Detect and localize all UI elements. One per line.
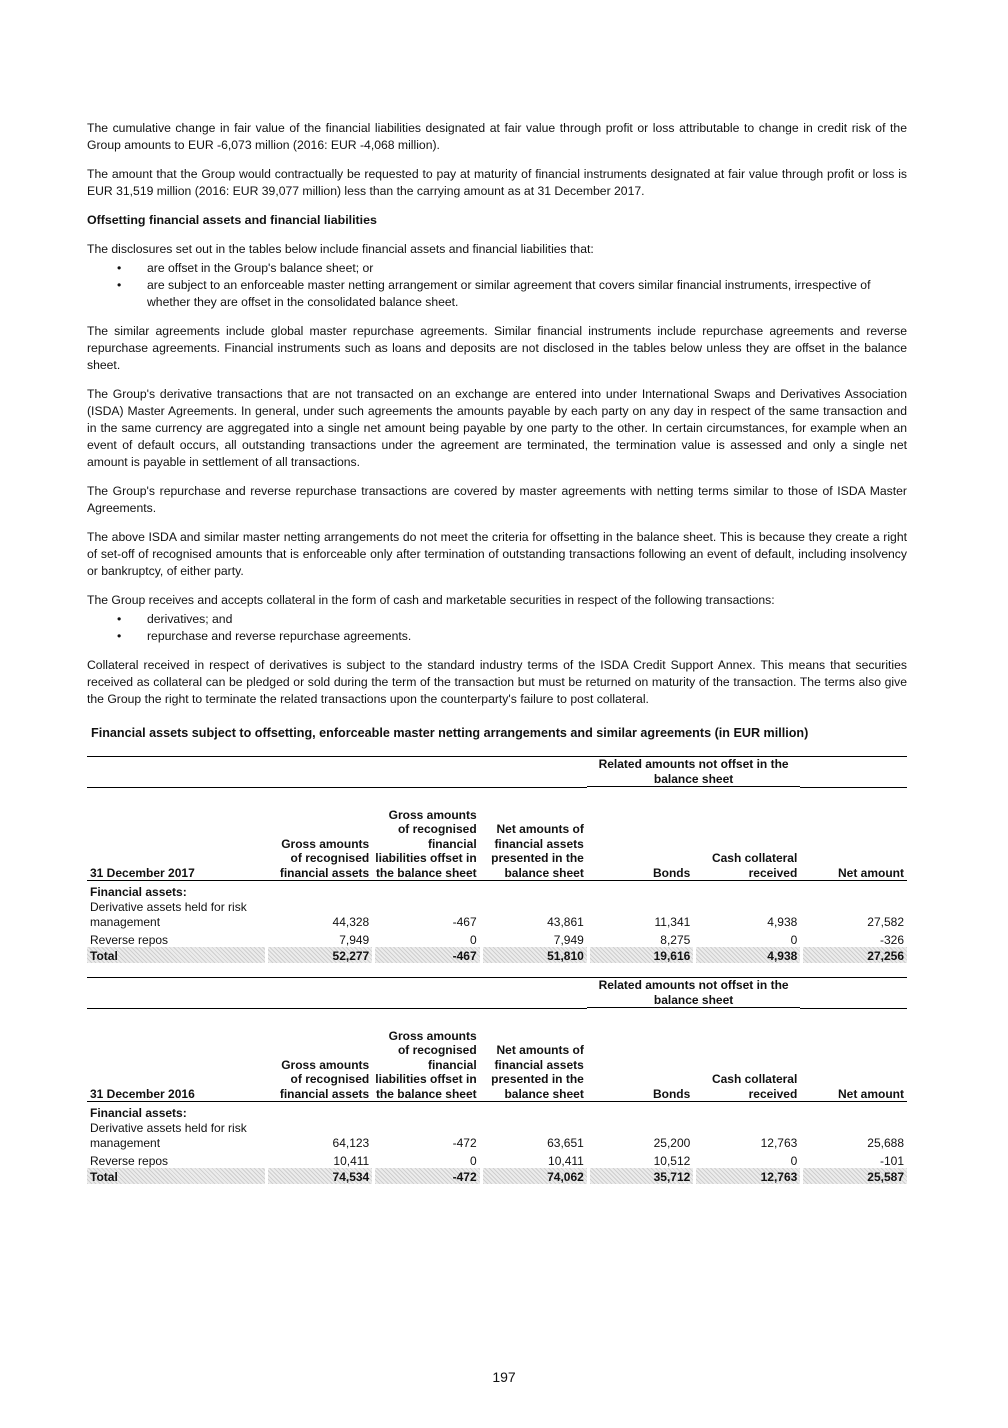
paragraph-similar-agreements: The similar agreements include global master repurchase agreements. Similar financial instruments include repurchase agreements and reverse repurchase agreements. Financial instruments such as loans and deposits are not disclosed in the tables below unless they are offset in the balance sheet. [87, 324, 907, 372]
offsetting-table-2017 [87, 756, 907, 963]
section-row [87, 881, 907, 899]
table-header [87, 1008, 907, 1102]
section-row [87, 1102, 907, 1120]
list-item: • are subject to an enforceable master netting arrangement or similar agreement that covers similar financial instruments, irrespective of whether they are offset in the consolidated balance sheet. [117, 278, 871, 309]
bullet-icon: • [117, 612, 122, 626]
bonds-header: Bonds [587, 787, 693, 881]
list-item: • are offset in the Group's balance sheet; or [117, 261, 374, 275]
document-body [87, 120, 907, 1198]
table-row: Reverse repos 10,411 0 10,411 10,512 0 -101 [90, 1153, 904, 1168]
list-item: • repurchase and reverse repurchase agreements. [117, 629, 412, 643]
gross-amounts-header: Gross amounts of recognised financial assets [265, 1008, 372, 1102]
bullet-list-transactions [87, 611, 907, 645]
offset-amounts-header: Gross amounts of recognised financial liabilities offset in the balance sheet [372, 1008, 479, 1102]
table-row: Derivative assets held for risk management 64,123 -472 63,651 25,200 12,763 25,688 [90, 1121, 904, 1150]
gross-amounts-header: Gross amounts of recognised financial assets [265, 787, 372, 881]
offsetting-table-2016 [87, 977, 907, 1184]
paragraph-collateral-terms: Collateral received in respect of derivatives is subject to the standard industry terms of the ISDA Credit Support Annex. This means that securities received as collateral can be pledged or sold during the term of the transaction but must be returned on maturity of the transaction. The terms also give the Group the right to terminate the related transactions upon the counterparty's failure to post collateral. [87, 658, 907, 706]
section-heading: Offsetting financial assets and financial liabilities [87, 213, 377, 227]
paragraph-contractual-maturity: The amount that the Group would contractually be requested to pay at maturity of financial instruments designated at fair value through profit or loss is EUR 31,519 million (2016: EUR 39,077 million) less than the carrying amount as at 31 December 2017. [87, 167, 907, 198]
table-title: Financial assets subject to offsetting, enforceable master netting arrangements and similar agreements (in EUR million) [91, 726, 809, 740]
bullet-list-disclosures [87, 260, 907, 311]
date-header: 31 December 2016 [87, 1008, 265, 1102]
net-presented-header: Net amounts of financial assets presented in the balance sheet [480, 1008, 587, 1102]
cash-collateral-header: Cash collateral received [693, 787, 800, 881]
section-label: Financial assets: [90, 884, 187, 899]
table-header-top [87, 977, 907, 1008]
offset-amounts-header: Gross amounts of recognised financial liabilities offset in the balance sheet [372, 787, 479, 881]
total-row: Total 52,277 -467 51,810 19,616 4,938 27,256 [87, 947, 907, 963]
section-label: Financial assets: [90, 1105, 187, 1120]
date-header: 31 December 2017 [87, 787, 265, 881]
net-amount-header: Net amount [800, 1008, 907, 1102]
cash-collateral-header: Cash collateral received [693, 1008, 800, 1102]
total-row: Total 74,534 -472 74,062 35,712 12,763 25,587 [87, 1168, 907, 1184]
bullet-icon: • [117, 629, 122, 643]
paragraph-fair-value-credit-risk: The cumulative change in fair value of the financial liabilities designated at fair value through profit or loss attributable to change in credit risk of the Group amounts to EUR -6,073 million (2016: EUR -4,068 million). [87, 121, 907, 152]
table-row: Reverse repos 7,949 0 7,949 8,275 0 -326 [90, 932, 904, 947]
related-amounts-header: Related amounts not offset in the balance sheet [587, 756, 800, 787]
table-header [87, 787, 907, 881]
bullet-icon: • [117, 278, 122, 292]
list-item: • derivatives; and [117, 612, 233, 626]
paragraph-netting-criteria: The above ISDA and similar master netting arrangements do not meet the criteria for offsetting in the balance sheet. This is because they create a right of set-off of recognised amounts that is enforceable only after termination of outstanding transactions following an event of default, including insolvency or bankruptcy, of either party. [87, 530, 907, 578]
paragraph-disclosures-intro: The disclosures set out in the tables below include financial assets and financial liabilities that: [87, 242, 594, 256]
bonds-header: Bonds [587, 1008, 693, 1102]
net-presented-header: Net amounts of financial assets presented in the balance sheet [480, 787, 587, 881]
table-row: Derivative assets held for risk management 44,328 -467 43,861 11,341 4,938 27,582 [90, 900, 904, 929]
bullet-icon: • [117, 261, 122, 275]
table-header-top [87, 756, 907, 787]
net-amount-header: Net amount [800, 787, 907, 881]
paragraph-collateral-intro: The Group receives and accepts collateral in the form of cash and marketable securities in respect of the following transactions: [87, 593, 775, 607]
paragraph-isda-derivatives: The Group's derivative transactions that are not transacted on an exchange are entered into under International Swaps and Derivatives Association (ISDA) Master Agreements. In general, under such agreements the amounts payable by each party on any day in respect of the same transaction and in the same currency are aggregated into a single net amount being payable by one party to the other. In certain circumstances, for example when an event of default occurs, all outstanding transactions under the agreement are terminated, the termination value is assessed and only a single net amount is payable in settlement of all transactions. [87, 387, 907, 469]
paragraph-repurchase: The Group's repurchase and reverse repurchase transactions are covered by master agreements with netting terms similar to those of ISDA Master Agreements. [87, 484, 907, 515]
page-number: 197 [492, 1369, 516, 1385]
related-amounts-header: Related amounts not offset in the balance sheet [587, 977, 800, 1008]
